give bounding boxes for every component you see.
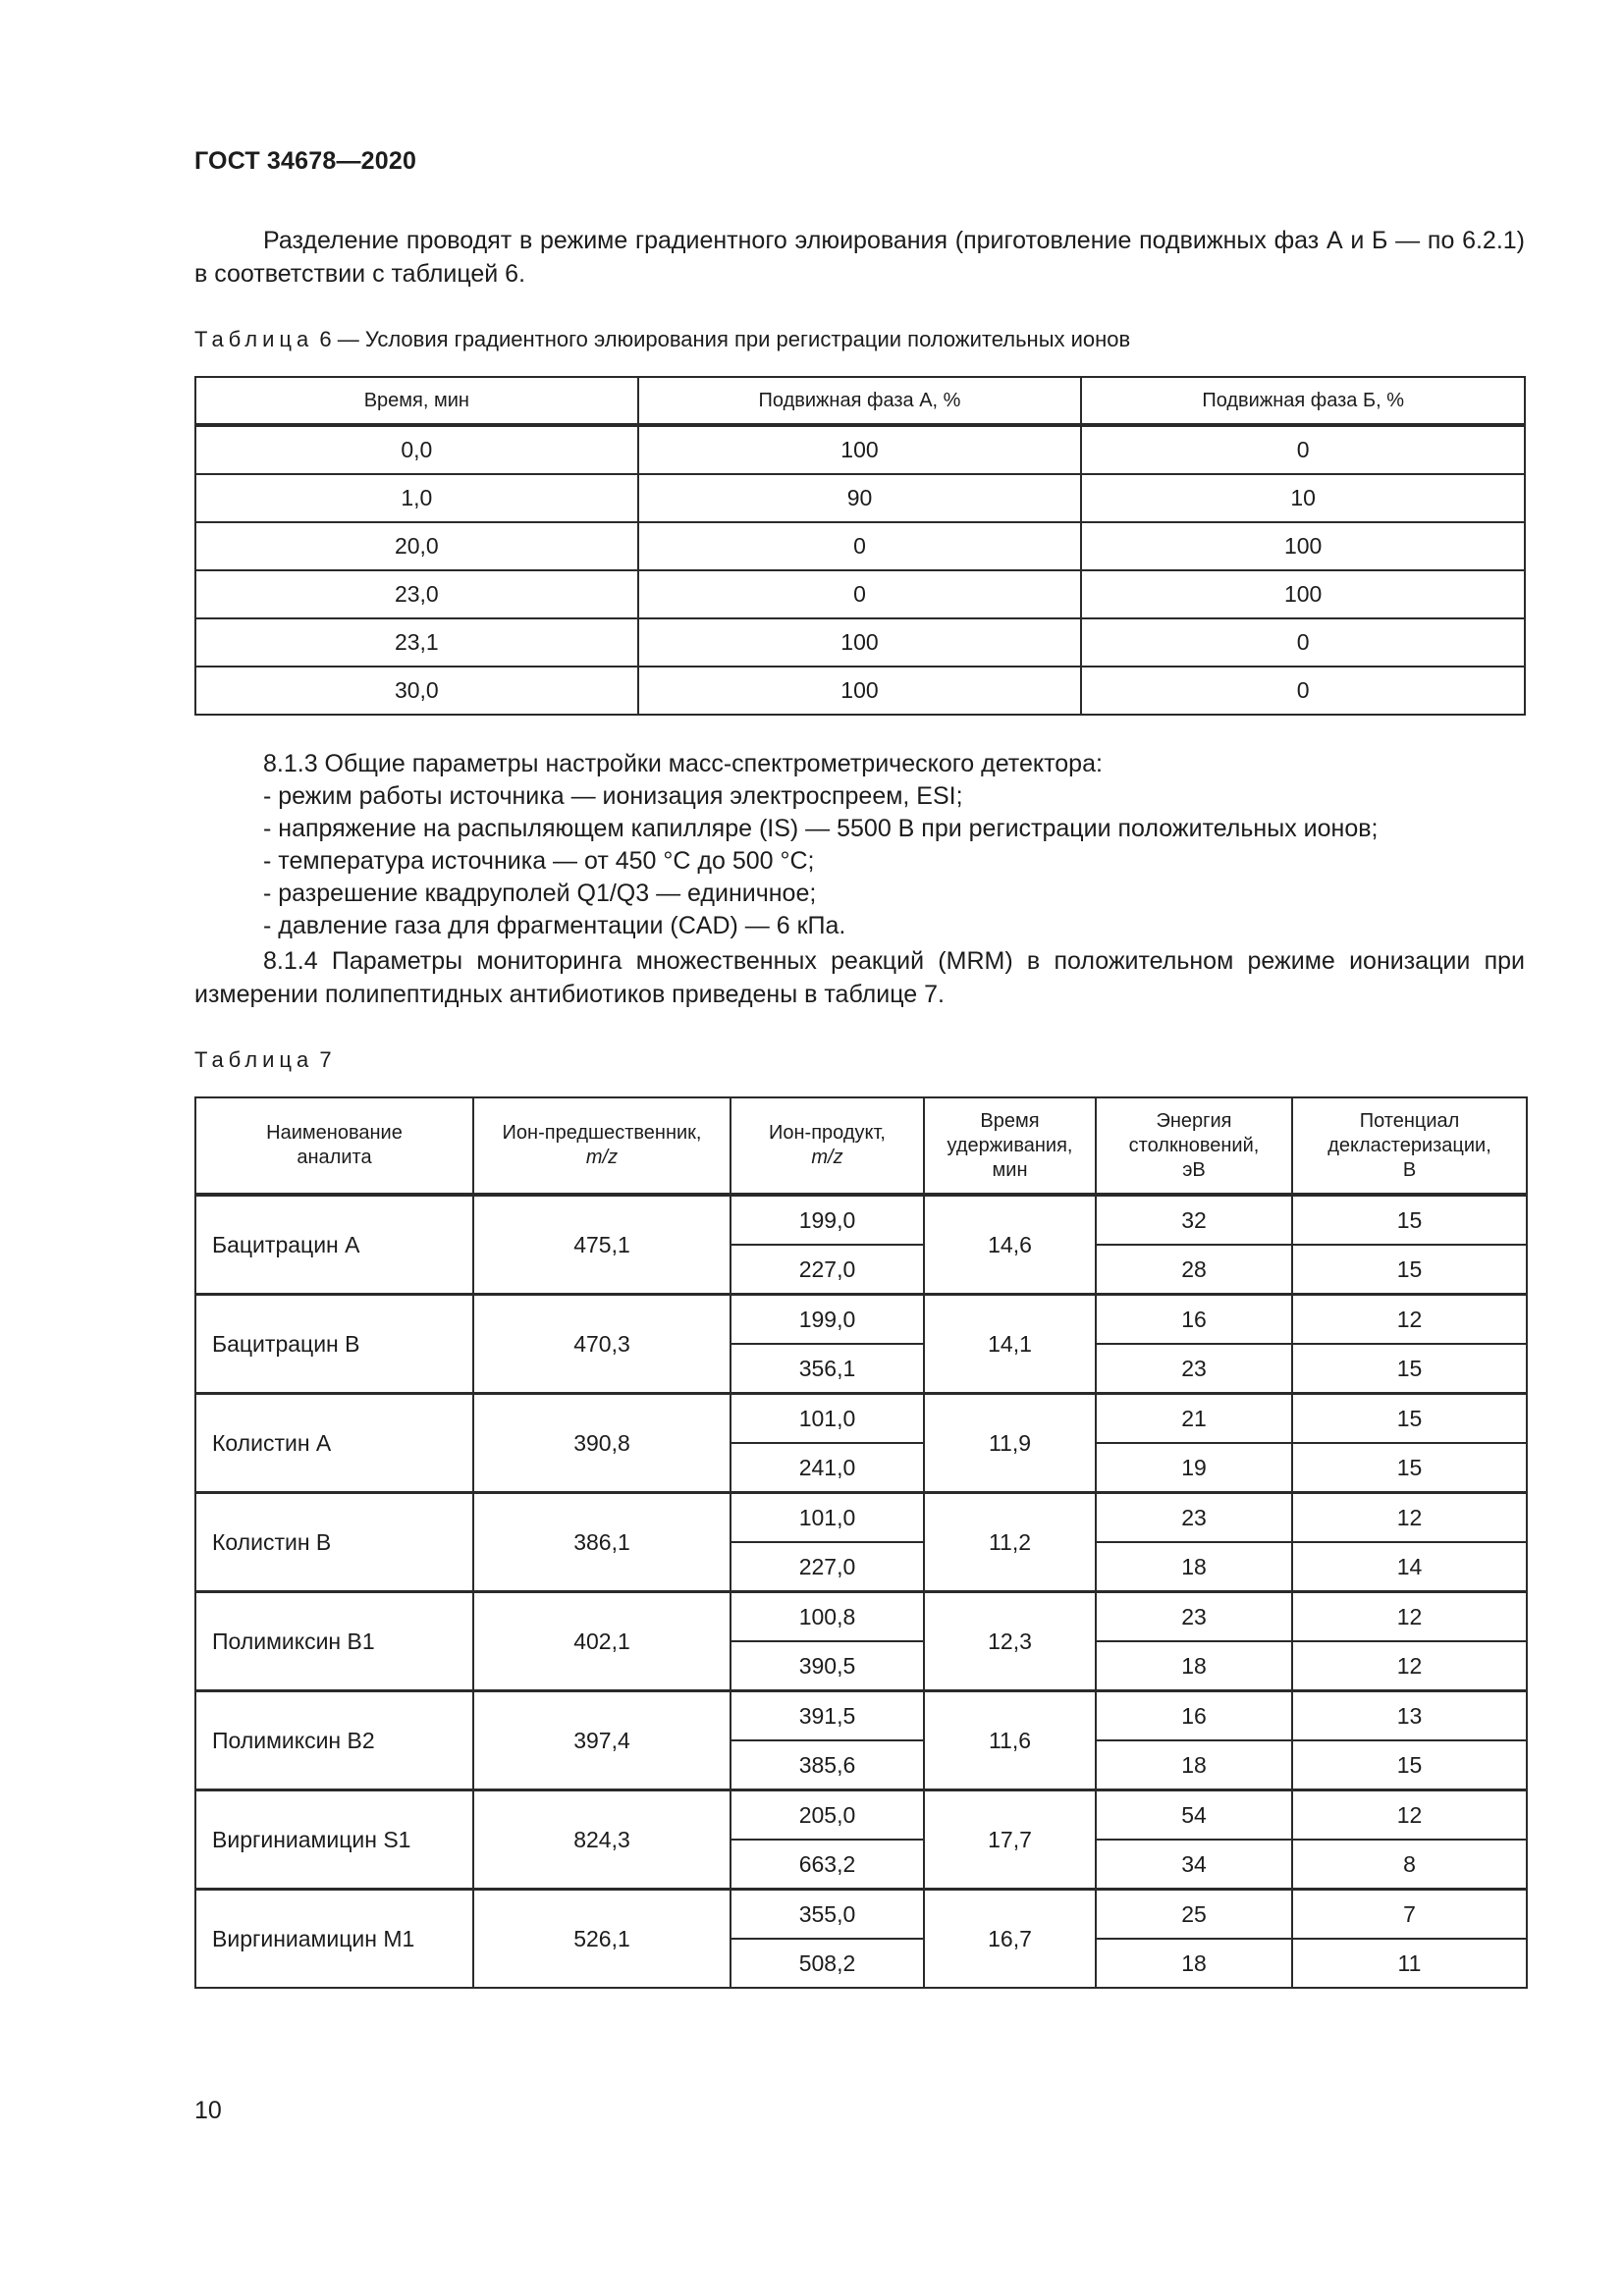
intro-paragraph <box>194 224 1525 291</box>
declustering-potential: 12 <box>1292 1790 1527 1841</box>
collision-energy: 18 <box>1096 1939 1292 1988</box>
header-precursor-mz: m/z <box>585 1147 619 1168</box>
retention-time: 11,6 <box>924 1691 1096 1790</box>
product-ion: 100,8 <box>731 1592 924 1642</box>
list-item: - напряжение на распыляющем капилляре (IS) — 5500 В при регистрации положительных ионов; <box>263 815 1379 842</box>
table7-body <box>195 1195 1527 1988</box>
declustering-potential: 15 <box>1292 1344 1527 1394</box>
list-item: - режим работы источника — ионизация электроспреем, ESI; <box>263 782 963 810</box>
product-ion: 508,2 <box>731 1939 924 1988</box>
collision-energy: 19 <box>1096 1443 1292 1493</box>
header-retention-line1: Время <box>980 1109 1040 1132</box>
precursor-ion: 390,8 <box>473 1394 731 1493</box>
precursor-ion: 475,1 <box>473 1195 731 1295</box>
table6-cell-time: 0,0 <box>195 425 638 474</box>
header-retention-line2: удерживания, <box>947 1134 1073 1156</box>
table6-cell-phase-b: 100 <box>1081 522 1525 570</box>
table6-body <box>195 425 1525 715</box>
table7-header-product <box>731 1097 924 1195</box>
table7-header-analyte <box>195 1097 473 1195</box>
collision-energy: 16 <box>1096 1295 1292 1345</box>
declustering-potential: 7 <box>1292 1890 1527 1940</box>
retention-time: 14,6 <box>924 1195 1096 1295</box>
collision-energy: 34 <box>1096 1840 1292 1890</box>
declustering-potential: 12 <box>1292 1493 1527 1543</box>
declustering-potential: 15 <box>1292 1740 1527 1790</box>
table6-cell-phase-a: 100 <box>638 667 1082 715</box>
declustering-potential: 15 <box>1292 1195 1527 1245</box>
table6-cell-time: 23,0 <box>195 570 638 618</box>
table7-header-row <box>195 1097 1527 1195</box>
analyte-name: Бацитрацин В <box>195 1295 473 1394</box>
table7-header-retention <box>924 1097 1096 1195</box>
analyte-name: Полимиксин В2 <box>195 1691 473 1790</box>
header-energy-line1: Энергия <box>1156 1109 1232 1132</box>
section-814-text: 8.1.4 Параметры мониторинга множественных реакций (MRM) в положительном режиме ионизации при измерении полипептидных антибиотиков приведены в таблице 7. <box>194 947 1525 1008</box>
product-ion: 391,5 <box>731 1691 924 1741</box>
product-ion: 199,0 <box>731 1295 924 1345</box>
header-precursor-label: Ион-предшественник, <box>502 1122 702 1144</box>
declustering-potential: 8 <box>1292 1840 1527 1890</box>
analyte-name: Колистин А <box>195 1394 473 1493</box>
table-row <box>195 570 1525 618</box>
declustering-potential: 14 <box>1292 1542 1527 1592</box>
table-row <box>195 1394 1527 1444</box>
table-row <box>195 1592 1527 1642</box>
collision-energy: 54 <box>1096 1790 1292 1841</box>
table7-header-energy <box>1096 1097 1292 1195</box>
table7-caption-word: Таблица <box>194 1047 314 1072</box>
analyte-name: Полимиксин В1 <box>195 1592 473 1691</box>
header-analyte-line2: аналита <box>297 1147 372 1168</box>
product-ion: 199,0 <box>731 1195 924 1245</box>
list-item: - разрешение квадруполей Q1/Q3 — единичное; <box>263 880 817 907</box>
collision-energy: 21 <box>1096 1394 1292 1444</box>
product-ion: 227,0 <box>731 1542 924 1592</box>
declustering-potential: 15 <box>1292 1245 1527 1295</box>
table6-cell-phase-b: 10 <box>1081 474 1525 522</box>
header-product-mz: m/z <box>811 1147 843 1168</box>
header-retention-line3: мин <box>992 1158 1028 1181</box>
product-ion: 101,0 <box>731 1394 924 1444</box>
table6-header-time: Время, мин <box>195 377 638 425</box>
section-813-title <box>194 747 1525 780</box>
table6-cell-phase-b: 0 <box>1081 425 1525 474</box>
table6-cell-phase-b: 0 <box>1081 667 1525 715</box>
analyte-name: Колистин В <box>195 1493 473 1592</box>
table6-cell-phase-a: 100 <box>638 425 1082 474</box>
product-ion: 385,6 <box>731 1740 924 1790</box>
product-ion: 390,5 <box>731 1641 924 1691</box>
retention-time: 14,1 <box>924 1295 1096 1394</box>
section-813-text: 8.1.3 Общие параметры настройки масс-спектрометрического детектора: <box>263 750 1103 777</box>
table-row <box>195 474 1525 522</box>
table-row <box>195 618 1525 667</box>
collision-energy: 25 <box>1096 1890 1292 1940</box>
retention-time: 11,2 <box>924 1493 1096 1592</box>
table6-cell-phase-b: 100 <box>1081 570 1525 618</box>
collision-energy: 23 <box>1096 1344 1292 1394</box>
analyte-name: Виргиниамицин М1 <box>195 1890 473 1989</box>
collision-energy: 18 <box>1096 1641 1292 1691</box>
table-row <box>195 667 1525 715</box>
table-row <box>195 1890 1527 1940</box>
declustering-potential: 12 <box>1292 1295 1527 1345</box>
collision-energy: 23 <box>1096 1592 1292 1642</box>
document-header: ГОСТ 34678—2020 <box>194 147 417 175</box>
retention-time: 12,3 <box>924 1592 1096 1691</box>
table6-cell-time: 30,0 <box>195 667 638 715</box>
precursor-ion: 470,3 <box>473 1295 731 1394</box>
table6-cell-phase-b: 0 <box>1081 618 1525 667</box>
header-product-label: Ион-продукт, <box>769 1122 886 1144</box>
header-energy-line3: эВ <box>1182 1158 1206 1181</box>
table6-header-phase-a: Подвижная фаза А, % <box>638 377 1082 425</box>
table7-header-precursor <box>473 1097 731 1195</box>
table6-cell-phase-a: 0 <box>638 570 1082 618</box>
analyte-name: Виргиниамицин S1 <box>195 1790 473 1890</box>
header-declustering-line3: В <box>1402 1158 1417 1181</box>
analyte-name: Бацитрацин А <box>195 1195 473 1295</box>
collision-energy: 18 <box>1096 1542 1292 1592</box>
table6-cell-time: 23,1 <box>195 618 638 667</box>
header-declustering-line1: Потенциал <box>1359 1109 1460 1132</box>
precursor-ion: 386,1 <box>473 1493 731 1592</box>
product-ion: 356,1 <box>731 1344 924 1394</box>
list-item: - температура источника — от 450 °С до 500 °С; <box>263 847 815 875</box>
precursor-ion: 526,1 <box>473 1890 731 1989</box>
product-ion: 663,2 <box>731 1840 924 1890</box>
declustering-potential: 15 <box>1292 1394 1527 1444</box>
retention-time: 11,9 <box>924 1394 1096 1493</box>
table6-cell-phase-a: 0 <box>638 522 1082 570</box>
table-row <box>195 1295 1527 1345</box>
table6 <box>194 376 1526 716</box>
table6-cell-time: 20,0 <box>195 522 638 570</box>
declustering-potential: 12 <box>1292 1592 1527 1642</box>
table6-cell-phase-a: 90 <box>638 474 1082 522</box>
retention-time: 16,7 <box>924 1890 1096 1989</box>
header-analyte-line1: Наименование <box>266 1122 403 1144</box>
table6-header-phase-b: Подвижная фаза Б, % <box>1081 377 1525 425</box>
header-declustering-line2: декластеризации, <box>1327 1134 1491 1156</box>
table-row <box>195 1493 1527 1543</box>
table6-caption-word: Таблица <box>194 327 314 351</box>
collision-energy: 23 <box>1096 1493 1292 1543</box>
page-number: 10 <box>194 2097 222 2124</box>
precursor-ion: 402,1 <box>473 1592 731 1691</box>
table-row <box>195 522 1525 570</box>
product-ion: 101,0 <box>731 1493 924 1543</box>
collision-energy: 18 <box>1096 1740 1292 1790</box>
collision-energy: 32 <box>1096 1195 1292 1245</box>
collision-energy: 16 <box>1096 1691 1292 1741</box>
table6-cell-time: 1,0 <box>195 474 638 522</box>
table-row <box>195 1195 1527 1245</box>
table7-caption-number: 7 <box>313 1047 332 1072</box>
section-814-paragraph <box>194 944 1525 1011</box>
table7 <box>194 1096 1528 1989</box>
section-813-list <box>194 780 1525 942</box>
table7-caption <box>194 1047 332 1073</box>
table6-cell-phase-a: 100 <box>638 618 1082 667</box>
list-item: - давление газа для фрагментации (CAD) — 6 кПа. <box>263 912 846 939</box>
product-ion: 205,0 <box>731 1790 924 1841</box>
table7-header-declustering <box>1292 1097 1527 1195</box>
collision-energy: 28 <box>1096 1245 1292 1295</box>
precursor-ion: 397,4 <box>473 1691 731 1790</box>
product-ion: 355,0 <box>731 1890 924 1940</box>
product-ion: 227,0 <box>731 1245 924 1295</box>
table6-caption-text: 6 — Условия градиентного элюирования при регистрации положительных ионов <box>313 327 1131 351</box>
declustering-potential: 12 <box>1292 1641 1527 1691</box>
declustering-potential: 11 <box>1292 1939 1527 1988</box>
header-energy-line2: столкновений, <box>1128 1134 1260 1156</box>
table6-header-row <box>195 377 1525 425</box>
intro-text: Разделение проводят в режиме градиентного элюирования (приготовление подвижных фаз А и Б — по 6.2.1) в соответствии с таблицей 6. <box>194 227 1525 288</box>
table-row <box>195 1691 1527 1741</box>
declustering-potential: 13 <box>1292 1691 1527 1741</box>
precursor-ion: 824,3 <box>473 1790 731 1890</box>
declustering-potential: 15 <box>1292 1443 1527 1493</box>
product-ion: 241,0 <box>731 1443 924 1493</box>
table-row <box>195 425 1525 474</box>
table-row <box>195 1790 1527 1841</box>
table6-caption <box>194 327 1130 352</box>
retention-time: 17,7 <box>924 1790 1096 1890</box>
